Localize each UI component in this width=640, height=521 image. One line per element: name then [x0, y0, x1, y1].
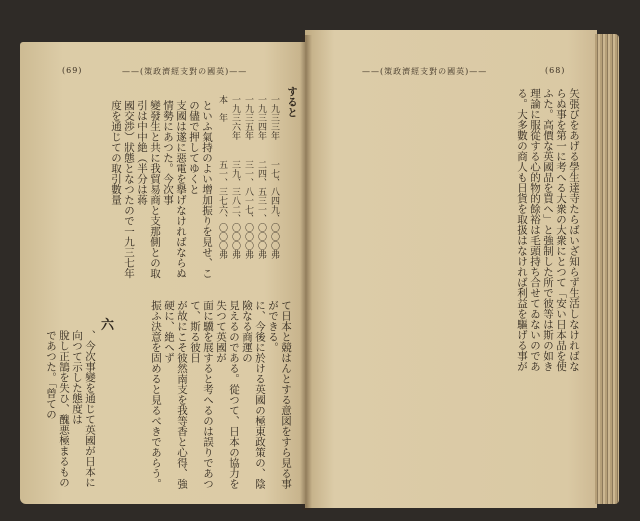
left-running-head: ——(策政濟經支對の國英)—— — [122, 67, 248, 76]
left-page-number: (69) — [62, 66, 83, 75]
right-running-head: ——(策政濟經支對の國英)—— — [362, 67, 488, 76]
section-text: 、今次事變を通じて英國が日本に向つて示した態度は 脫し正鵠を失ひ、醜悪極まるものであつた。「曾ての — [45, 330, 96, 488]
table-value: 五一、三七六、〇〇〇弗 — [217, 160, 227, 259]
table-value: 一七、八四九、〇〇〇弗 — [269, 160, 279, 259]
table-year: 一九三三年 — [269, 95, 279, 140]
table-year: 一九三五年 — [243, 95, 253, 140]
book-spine — [300, 35, 312, 510]
table-year: 一九三六年 — [230, 95, 240, 140]
table-year: 本 年 — [217, 95, 227, 122]
page-edges — [595, 34, 619, 504]
right-page-text: 矢張びをあげる學生達寺たらばいざ知らず生活しなければな らぬ事を第一に考へる大衆の大衆にとつて「安い日本品を使 ふた。高價な英國品を買へ」と強制した所で彼等は斯の如き 理論に服從する心的物的餘裕は毛頭持ち合せてゐないのであ る。大多數の商人も日貨を取扱はなければ利益を驅げる事が — [516, 88, 580, 372]
table-value: 三九、三八二、〇〇〇弗 — [230, 160, 240, 259]
left-lower-text: て日本と競はんとする意図をすら見る事ができる。 に、今後に於ける英國の極東政策の、陰險なる商運の 見えるのである。從つて、日本の協力を失つて英國が 面に驥を展すると考へるのは誤りであつて、斯る彼日 が故にこそ彼然南支を我等香と心得、強硬に、絶へず 振ふ決意を固めると見るべきであらう。 — [150, 300, 292, 489]
lead-in-text: すると — [286, 86, 298, 118]
table-year: 一九三四年 — [256, 95, 266, 140]
table-value: 三一、八一七、〇〇〇弗 — [243, 160, 253, 259]
section-heading: 六 — [101, 318, 115, 333]
table-value: 二四、五三一、〇〇〇弗 — [256, 160, 266, 259]
left-upper-text: といふ氣持のよい增加振りを見せ、この儘で押してゆくと 支國は遂に惡電を擧げなければならぬ情勢にあつた。今次事 變發生と共に我貿易商と支那側との取引は中中絶（半分は蒋 國交渉）狀態となつたので一九三七年度を通じての取引數量 — [110, 100, 213, 279]
right-page-number: (68) — [545, 66, 566, 75]
